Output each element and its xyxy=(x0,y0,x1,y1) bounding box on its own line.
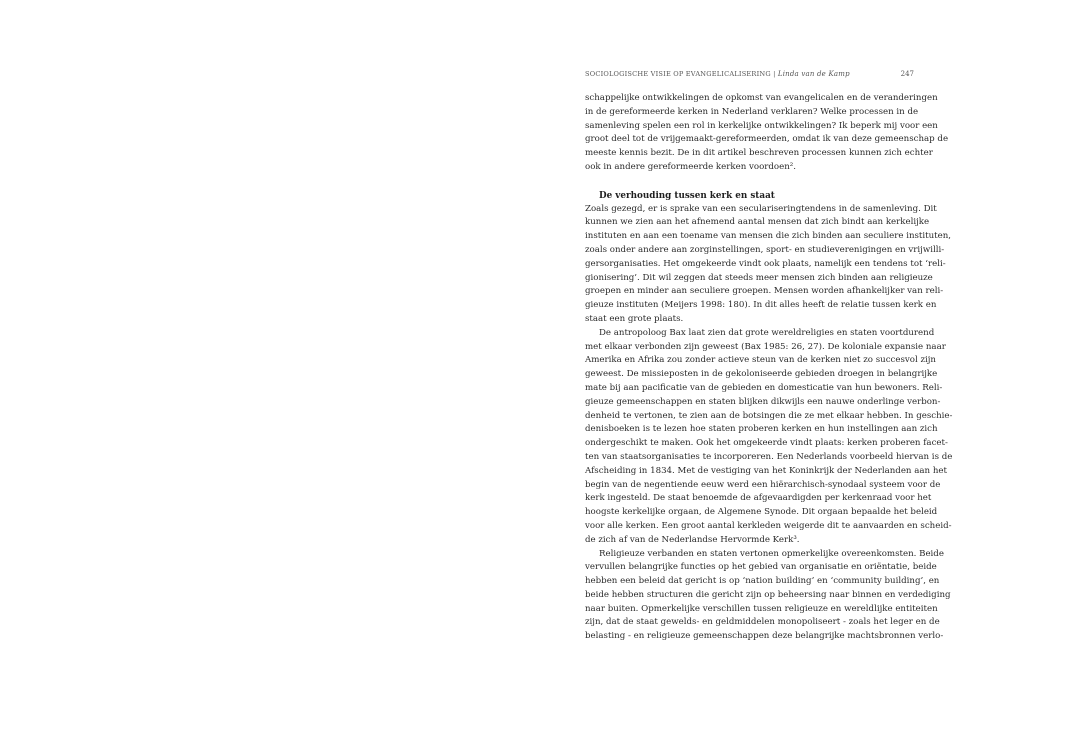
text-line: voor alle kerken. Een groot aantal kerkleden weigerde dit te aanvaarden en scheid- xyxy=(585,520,952,531)
section-heading: De verhouding tussen kerk en staat xyxy=(599,190,775,201)
text-line: groot deel tot de vrijgemaakt-gereformeerden, omdat ik van deze gemeenschap de xyxy=(585,134,949,145)
text-line: gionisering’. Dit wil zeggen dat steeds meer mensen zich binden aan religieuze xyxy=(585,272,933,283)
text-line: ondergeschikt te maken. Ook het omgekeerde vindt plaats: kerken proberen facet- xyxy=(585,438,948,449)
text-line: samenleving spelen een rol in kerkelijke ontwikkelingen? Ik beperk mij voor een xyxy=(585,120,938,131)
page-number: 247 xyxy=(900,70,914,78)
text-line: Afscheiding in 1834. Met de vestiging van het Koninkrijk der Nederlanden aan het xyxy=(585,465,947,476)
text-line: gieuze instituten (Meijers 1998: 180). In dit alles heeft de relatie tussen kerk en xyxy=(585,300,937,311)
text-line: met elkaar verbonden zijn geweest (Bax 1985: 26, 27). De koloniale expansie naar xyxy=(585,341,946,352)
text-line: hebben een beleid dat gericht is op ‘nation building’ en ‘community building’, en xyxy=(585,576,940,587)
text-line: instituten en aan een toename van mensen die zich binden aan seculiere instituten, xyxy=(585,231,952,242)
text-line: staat een grote plaats. xyxy=(585,313,684,324)
text-line: gersorganisaties. Het omgekeerde vindt ook plaats, namelijk een tendens tot ‘reli- xyxy=(585,258,946,269)
text-line: denisboeken is te lezen hoe staten proberen kerken en hun instellingen aan zich xyxy=(585,424,938,435)
text-line: naar buiten. Opmerkelijke verschillen tussen religieuze en wereldlijke entiteiten xyxy=(585,603,938,614)
text-line: geweest. De missieposten in de gekoloniseerde gebieden droegen in belangrijke xyxy=(585,369,938,380)
text-line: Amerika en Afrika zou zonder actieve steun van de kerken niet zo succesvol zijn xyxy=(585,355,936,366)
text-line: zijn, dat de staat gewelds- en geldmiddelen monopoliseert - zoals het leger en de xyxy=(585,617,940,628)
paragraph-comparison xyxy=(585,548,951,645)
running-title: SOCIOLOGISCHE VISIE OP EVANGELICALISERING xyxy=(585,70,771,78)
text-line: vervullen belangrijke functies op het gebied van organisatie en oriëntatie, beide xyxy=(585,562,937,573)
text-line: denheid te vertonen, te zien aan de botsingen die ze met elkaar hebben. In geschie- xyxy=(585,410,953,421)
text-line: kunnen we zien aan het afnemend aantal mensen dat zich bindt aan kerkelijke xyxy=(585,217,930,228)
text-line: hoogste kerkelijke orgaan, de Algemene Synode. Dit orgaan bepaalde het beleid xyxy=(585,507,938,518)
text-line: De antropoloog Bax laat zien dat grote wereldreligies en staten voortdurend xyxy=(599,327,935,338)
text-line: groepen en minder aan seculiere groepen. Mensen worden afhankelijker van reli- xyxy=(585,286,944,297)
paragraph-secularisation xyxy=(585,203,952,327)
paragraph-bax xyxy=(585,327,953,548)
text-line: beide hebben structuren die gericht zijn op beheersing naar binnen en verdediging xyxy=(585,589,951,600)
text-line: ten van staatsorganisaties te incorporeren. Een Nederlands voorbeeld hiervan is de xyxy=(585,451,953,462)
header-separator: | xyxy=(773,70,776,78)
text-line: in de gereformeerde kerken in Nederland verklaren? Welke processen in de xyxy=(585,106,919,117)
running-author: Linda van de Kamp xyxy=(777,70,850,78)
text-line: Zoals gezegd, er is sprake van een seculariseringtendens in de samenleving. Dit xyxy=(585,203,937,214)
paragraph-spacer xyxy=(585,175,914,189)
text-line: mate bij aan pacificatie van de gebieden en domesticatie van hun bewoners. Reli- xyxy=(585,382,943,393)
body-text xyxy=(585,92,953,644)
text-line: begin van de negentiende eeuw werd een hiërarchisch-synodaal systeem voor de xyxy=(585,479,941,490)
text-line: gieuze gemeenschappen en staten blijken dikwijls een nauwe onderlinge verbon- xyxy=(585,396,941,407)
running-header-left xyxy=(585,68,850,80)
paragraph-intro xyxy=(585,92,949,175)
text-line: Religieuze verbanden en staten vertonen opmerkelijke overeenkomsten. Beide xyxy=(599,548,944,559)
text-line: belasting - en religieuze gemeenschappen deze belangrijke machtsbronnen verlo- xyxy=(585,631,944,642)
text-line: de zich af van de Nederlandse Hervormde Kerk³. xyxy=(585,534,800,545)
text-line: ook in andere gereformeerde kerken voordoen². xyxy=(585,161,796,172)
text-line: meeste kennis bezit. De in dit artikel beschreven processen kunnen zich echter xyxy=(585,148,933,159)
text-line: kerk ingesteld. De staat benoemde de afgevaardigden per kerkenraad voor het xyxy=(585,493,932,504)
running-header xyxy=(585,68,914,80)
text-line: schappelijke ontwikkelingen de opkomst van evangelicalen en de veranderingen xyxy=(585,93,938,103)
text-line: zoals onder andere aan zorginstellingen, sport- en studieverenigingen en vrijwilli- xyxy=(585,244,945,255)
